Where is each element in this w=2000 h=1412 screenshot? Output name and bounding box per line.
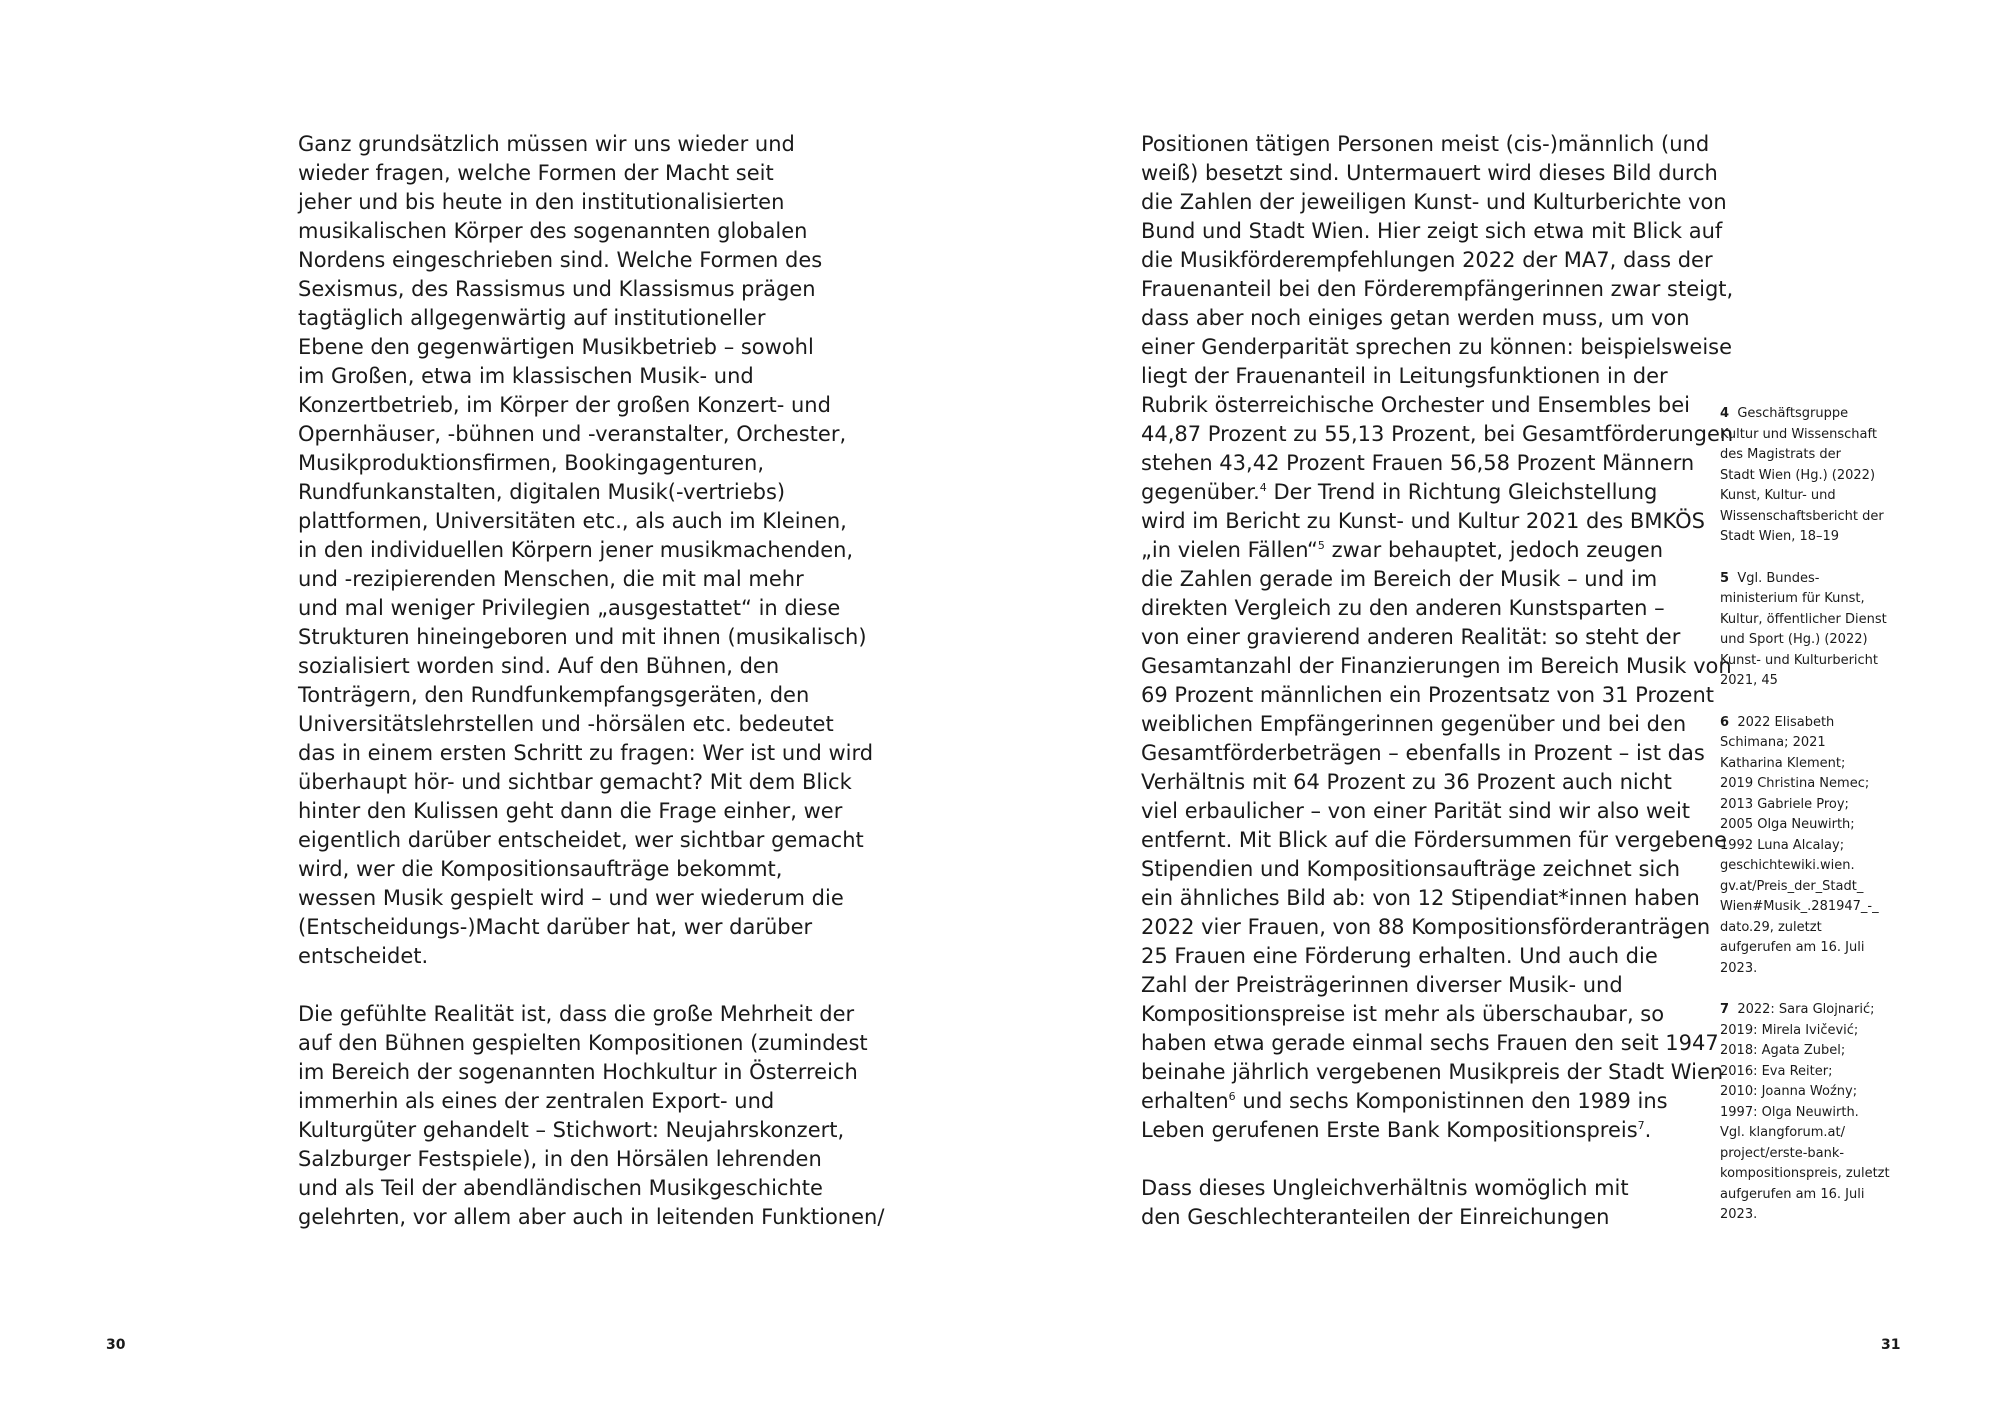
text-line: einer Genderparität sprechen zu können: beispielsweise xyxy=(1141,335,1733,359)
text-line: tagtäglich allgegenwärtig auf institutioneller xyxy=(298,306,766,330)
footnote-line xyxy=(1720,569,1920,590)
text-line: die Musikförderempfehlungen 2022 der MA7, dass der xyxy=(1141,248,1713,272)
text-line: liegt der Frauenanteil in Leitungsfunktionen in der xyxy=(1141,364,1668,388)
text-segment: zwar behauptet, jedoch zeugen xyxy=(1324,538,1664,562)
footnote-text: Geschäftsgruppe xyxy=(1737,406,1849,421)
text-line: Die gefühlte Realität ist, dass die große Mehrheit der xyxy=(298,1002,855,1026)
footnote-line: Kunst- und Kulturbericht xyxy=(1720,652,1879,668)
footnote-line: des Magistrats der xyxy=(1720,447,1841,462)
footnote-line: Stadt Wien, 18–19 xyxy=(1720,529,1840,544)
text-line xyxy=(1141,478,1723,507)
text-line: Nordens eingeschrieben sind. Welche Formen des xyxy=(298,248,823,272)
right-body-text xyxy=(1141,130,1734,1232)
text-line: das in einem ersten Schritt zu fragen: Wer ist und wird xyxy=(298,741,874,765)
text-line: haben etwa gerade einmal sechs Frauen den seit 1947 xyxy=(1141,1031,1719,1055)
text-line: Positionen tätigen Personen meist (cis-)männlich (und xyxy=(1141,132,1710,156)
text-line: Ebene den gegenwärtigen Musikbetrieb – sowohl xyxy=(298,335,814,359)
text-line: Zahl der Preisträgerinnen diverser Musik- und xyxy=(1141,973,1623,997)
text-segment: erhalten xyxy=(1141,1089,1229,1113)
footnote-7 xyxy=(1720,1000,1920,1226)
footnote-5 xyxy=(1720,569,1920,692)
footnote-line: Kunst, Kultur- und xyxy=(1720,488,1836,503)
footnote-line: aufgerufen am 16. Juli xyxy=(1720,940,1865,955)
text-line: entfernt. Mit Blick auf die Fördersummen für vergebene xyxy=(1141,828,1728,852)
right-page xyxy=(1000,0,2000,1412)
text-line: den Geschlechteranteilen der Einreichungen xyxy=(1141,1205,1610,1229)
text-line: wessen Musik gespielt wird – und wer wiederum die xyxy=(298,886,844,910)
footnote-line: 2013 Gabriele Proy; xyxy=(1720,796,1849,812)
text-line: 25 Frauen eine Förderung erhalten. Und auch die xyxy=(1141,944,1658,968)
text-line: eigentlich darüber entscheidet, wer sichtbar gemacht xyxy=(298,828,864,852)
text-line: entscheidet. xyxy=(298,944,429,968)
text-line: (Entscheidungs-)Macht darüber hat, wer darüber xyxy=(298,915,813,939)
text-line: 44,87 Prozent zu 55,13 Prozent, bei Gesamtförderungen xyxy=(1141,422,1734,446)
left-body-text xyxy=(298,130,885,1232)
text-line: Tonträgern, den Rundfunkempfangsgeräten, den xyxy=(298,683,810,707)
text-line: Verhältnis mit 64 Prozent zu 36 Prozent auch nicht xyxy=(1141,770,1672,794)
footnote-number: 7 xyxy=(1720,1002,1730,1017)
footnote-line: Stadt Wien (Hg.) (2022) xyxy=(1720,467,1876,483)
left-paragraph-2 xyxy=(298,1000,885,1232)
footnote-line: 2023. xyxy=(1720,960,1758,976)
text-line: auf den Bühnen gespielten Kompositionen (zumindest xyxy=(298,1031,868,1055)
footnote-link[interactable]: Vgl. klangforum.at/ xyxy=(1720,1125,1845,1140)
text-line: und mal weniger Privilegien „ausgestattet“ in diese xyxy=(298,596,841,620)
footnote-link[interactable]: Wien#Musik_.281947_-_ xyxy=(1720,899,1879,914)
text-segment: gegenüber. xyxy=(1141,480,1260,504)
text-line: Salzburger Festspiele), in den Hörsälen lehrenden xyxy=(298,1147,822,1171)
footnote-line xyxy=(1720,1000,1920,1021)
footnote-text: Vgl. Bundes- xyxy=(1737,570,1820,586)
footnotes-column xyxy=(1720,404,1920,1247)
text-line: die Zahlen der jeweiligen Kunst- und Kulturberichte von xyxy=(1141,190,1727,214)
text-line xyxy=(1141,536,1723,565)
text-line: stehen 43,42 Prozent Frauen 56,58 Prozent Männern xyxy=(1141,451,1695,475)
paragraph-gap xyxy=(298,971,878,1000)
text-line: Universitätslehrstellen und -hörsälen etc. bedeutet xyxy=(298,712,834,736)
text-line: Frauenanteil bei den Förderempfängerinnen zwar steigt, xyxy=(1141,277,1734,301)
text-line: weiß) besetzt sind. Untermauert wird dieses Bild durch xyxy=(1141,161,1718,185)
footnote-line: Kultur, öffentlicher Dienst xyxy=(1720,611,1887,627)
text-line: wird, wer die Kompositionsaufträge bekommt, xyxy=(298,857,783,881)
text-line: viel erbaulicher – von einer Parität sind wir also weit xyxy=(1141,799,1691,823)
text-line: sozialisiert worden sind. Auf den Bühnen, den xyxy=(298,654,780,678)
text-line: Rundfunkanstalten, digitalen Musik(-vertriebs) xyxy=(298,480,786,504)
text-line: überhaupt hör- und sichtbar gemacht? Mit dem Blick xyxy=(298,770,852,794)
text-line: Opernhäuser, -bühnen und -veranstalter, Orchester, xyxy=(298,422,847,446)
text-line: Gesamtförderbeträgen – ebenfalls in Prozent – ist das xyxy=(1141,741,1705,765)
footnote-link[interactable]: geschichtewiki.wien. xyxy=(1720,858,1855,873)
footnote-line: 2019 Christina Nemec; xyxy=(1720,776,1870,791)
text-line: im Großen, etwa im klassischen Musik- und xyxy=(298,364,754,388)
footnote-number: 5 xyxy=(1720,570,1730,586)
footnote-line: ministerium für Kunst, xyxy=(1720,591,1865,606)
footnote-line: 2005 Olga Neuwirth; xyxy=(1720,817,1855,832)
footnote-6 xyxy=(1720,713,1920,980)
text-line: jeher und bis heute in den institutionalisierten xyxy=(298,190,785,214)
footnote-line: 2010: Joanna Woźny; xyxy=(1720,1084,1858,1099)
text-line: Musikproduktionsfirmen, Bookingagenturen, xyxy=(298,451,764,475)
text-line: Konzertbetrieb, im Körper der großen Konzert- und xyxy=(298,393,831,417)
text-line: wird im Bericht zu Kunst- und Kultur 2021 des BMKÖS xyxy=(1141,509,1705,533)
footnote-link[interactable]: dato.29, zuletzt xyxy=(1720,919,1822,935)
footnote-line: 1992 Luna Alcalay; xyxy=(1720,837,1845,853)
text-line: Kulturgüter gehandelt – Stichwort: Neujahrskonzert, xyxy=(298,1118,845,1142)
text-line: und -rezipierenden Menschen, die mit mal mehr xyxy=(298,567,804,591)
text-segment: Der Trend in Richtung Gleichstellung xyxy=(1266,480,1658,504)
paragraph-gap xyxy=(1141,1145,1723,1174)
text-line: beinahe jährlich vergebenen Musikpreis der Stadt Wien xyxy=(1141,1060,1724,1084)
footnote-line: 2016: Eva Reiter; xyxy=(1720,1063,1833,1079)
footnote-line: 2018: Agata Zubel; xyxy=(1720,1043,1846,1058)
footnote-text: 2022 Elisabeth xyxy=(1737,714,1835,730)
footnote-line: 1997: Olga Neuwirth. xyxy=(1720,1104,1859,1120)
footnote-text: 2022: Sara Glojnarić; xyxy=(1737,1002,1875,1017)
left-paragraph-1 xyxy=(298,130,878,971)
text-line: Sexismus, des Rassismus und Klassismus prägen xyxy=(298,277,816,301)
text-line: Strukturen hineingeboren und mit ihnen (musikalisch) xyxy=(298,625,867,649)
text-segment: Leben gerufenen Erste Bank Kompositionspreis xyxy=(1141,1118,1638,1142)
text-line: Bund und Stadt Wien. Hier zeigt sich etwa mit Blick auf xyxy=(1141,219,1723,243)
text-line xyxy=(1141,1116,1723,1145)
footnote-line: Wissenschaftsbericht der xyxy=(1720,508,1884,524)
text-line: Ganz grundsätzlich müssen wir uns wieder und xyxy=(298,132,795,156)
text-line: dass aber noch einiges getan werden muss, um von xyxy=(1141,306,1690,330)
text-line: musikalischen Körper des sogenannten globalen xyxy=(298,219,808,243)
footnote-line: 2021, 45 xyxy=(1720,673,1778,688)
text-line: immerhin als eines der zentralen Export- und xyxy=(298,1089,775,1113)
footnote-line: Katharina Klement; xyxy=(1720,755,1846,771)
footnote-ref-7[interactable]: 7 xyxy=(1637,1119,1645,1132)
footnote-line: aufgerufen am 16. Juli xyxy=(1720,1186,1865,1202)
footnote-ref-5[interactable]: 5 xyxy=(1317,539,1325,552)
text-line: wieder fragen, welche Formen der Macht seit xyxy=(298,161,774,185)
text-line: in den individuellen Körpern jener musikmachenden, xyxy=(298,538,854,562)
footnote-line: Schimana; 2021 xyxy=(1720,735,1826,750)
footnote-line xyxy=(1720,713,1920,734)
footnote-link[interactable]: kompositionspreis, zuletzt xyxy=(1720,1166,1890,1181)
footnote-ref-6[interactable]: 6 xyxy=(1228,1090,1236,1103)
text-line: im Bereich der sogenannten Hochkultur in Österreich xyxy=(298,1060,858,1084)
text-line xyxy=(1141,1087,1723,1116)
text-line: von einer gravierend anderen Realität: so steht der xyxy=(1141,625,1681,649)
footnote-number: 6 xyxy=(1720,714,1730,730)
text-line: Stipendien und Kompositionsaufträge zeichnet sich xyxy=(1141,857,1681,881)
right-paragraph-1 xyxy=(1141,130,1734,1145)
text-segment: . xyxy=(1644,1118,1652,1142)
text-line: plattformen, Universitäten etc., als auch im Kleinen, xyxy=(298,509,847,533)
footnote-line xyxy=(1720,404,1920,425)
text-line: und als Teil der abendländischen Musikgeschichte xyxy=(298,1176,823,1200)
footnote-line: und Sport (Hg.) (2022) xyxy=(1720,632,1868,647)
text-line: die Zahlen gerade im Bereich der Musik – und im xyxy=(1141,567,1658,591)
footnote-line: Kultur und Wissenschaft xyxy=(1720,426,1877,442)
text-line: Rubrik österreichische Orchester und Ensembles bei xyxy=(1141,393,1690,417)
footnote-number: 4 xyxy=(1720,406,1730,421)
footnote-link[interactable]: project/erste-bank- xyxy=(1720,1145,1845,1161)
text-line: weiblichen Empfängerinnen gegenüber und bei den xyxy=(1141,712,1687,736)
footnote-4 xyxy=(1720,404,1920,548)
text-line: Kompositionspreise ist mehr als überschaubar, so xyxy=(1141,1002,1665,1026)
page-number-left: 30 xyxy=(106,1337,126,1353)
page-number-right: 31 xyxy=(1881,1337,1901,1353)
footnote-line: 2019: Mirela Ivičević; xyxy=(1720,1022,1859,1038)
text-line: direkten Vergleich zu den anderen Kunstsparten – xyxy=(1141,596,1665,620)
footnote-link[interactable]: gv.at/Preis_der_Stadt_ xyxy=(1720,878,1864,894)
text-line: 69 Prozent männlichen ein Prozentsatz von 31 Prozent xyxy=(1141,683,1714,707)
text-line: Gesamtanzahl der Finanzierungen im Bereich Musik von xyxy=(1141,654,1732,678)
text-segment: „in vielen Fällen“ xyxy=(1141,538,1318,562)
text-segment: und sechs Komponistinnen den 1989 ins xyxy=(1235,1089,1668,1113)
text-line: Dass dieses Ungleichverhältnis womöglich mit xyxy=(1141,1176,1629,1200)
text-line: ein ähnliches Bild ab: von 12 Stipendiat*innen haben xyxy=(1141,886,1700,910)
right-paragraph-2 xyxy=(1141,1174,1723,1232)
text-line: 2022 vier Frauen, von 88 Kompositionsförderanträgen xyxy=(1141,915,1711,939)
footnote-line: 2023. xyxy=(1720,1207,1758,1222)
text-line: hinter den Kulissen geht dann die Frage einher, wer xyxy=(298,799,843,823)
text-line: gelehrten, vor allem aber auch in leitenden Funktionen/ xyxy=(298,1205,885,1229)
footnote-ref-4[interactable]: 4 xyxy=(1259,481,1267,494)
